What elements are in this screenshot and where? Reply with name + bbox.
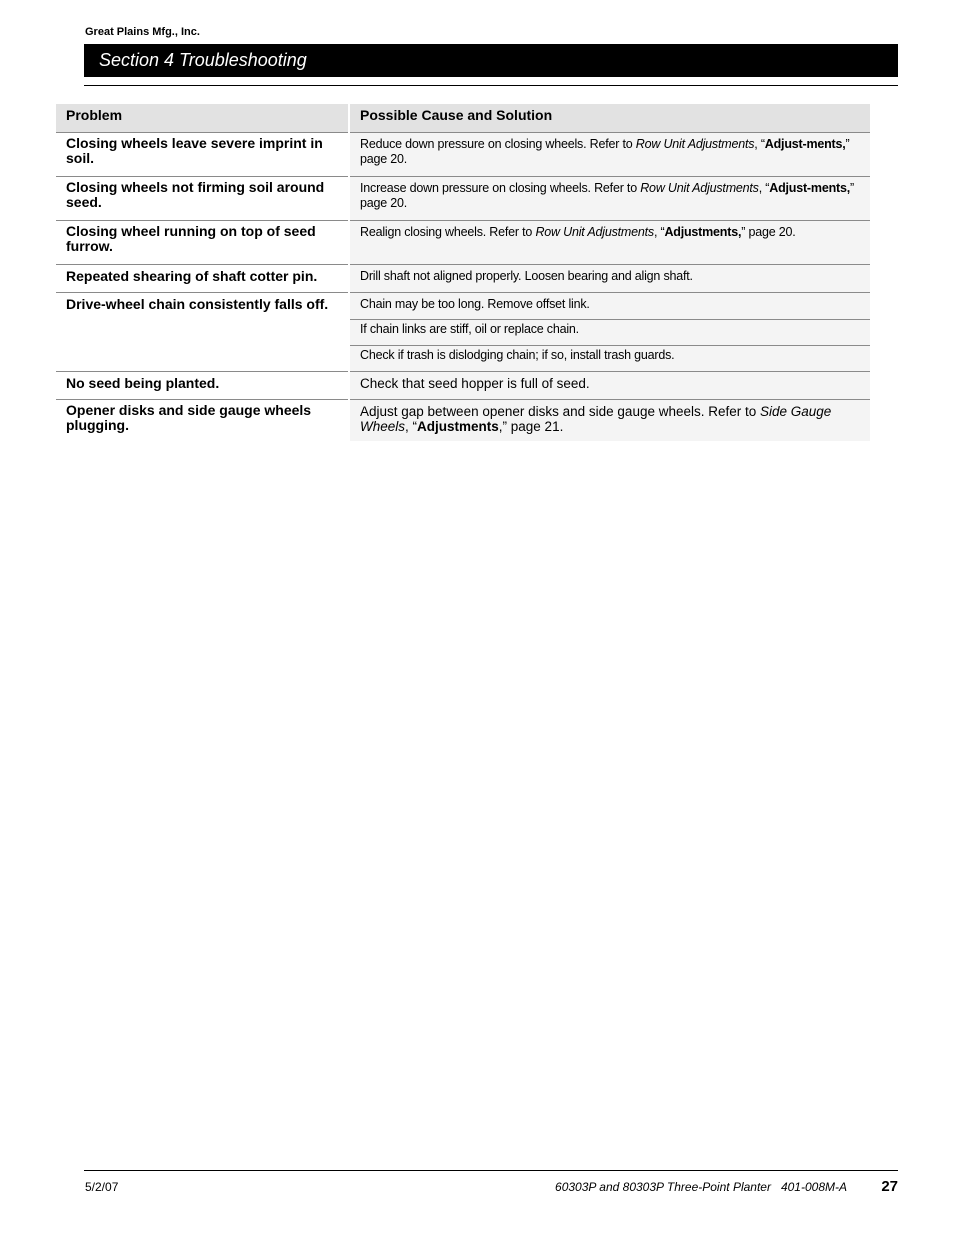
solution-text: ” page 20. — [741, 225, 796, 239]
solution-cell: Chain may be too long. Remove offset link. — [349, 293, 870, 320]
footer-divider — [84, 1170, 898, 1171]
column-header-solution: Possible Cause and Solution — [349, 104, 870, 133]
problem-cell: Closing wheel running on top of seed furrow. — [56, 221, 349, 265]
solution-text: , “ — [405, 419, 418, 434]
footer-date: 5/2/07 — [85, 1180, 119, 1194]
solution-reference-italic: Row Unit Adjustments — [640, 181, 759, 195]
solution-cell — [349, 221, 870, 265]
table-row — [56, 133, 870, 177]
table-row — [56, 177, 870, 221]
table-row — [56, 265, 870, 293]
solution-cell — [349, 400, 870, 442]
solution-cell: Check that seed hopper is full of seed. — [349, 372, 870, 400]
solution-reference-italic: Row Unit Adjustments — [635, 137, 755, 151]
solution-text: Realign closing wheels. Refer to — [360, 225, 536, 239]
problem-cell: Opener disks and side gauge wheels plugging. — [56, 400, 349, 442]
company-name: Great Plains Mfg., Inc. — [85, 26, 200, 38]
problem-cell: Drive-wheel chain consistently falls off. — [56, 293, 349, 372]
section-title: Section 4 Troubleshooting — [99, 50, 307, 70]
solution-reference-bold: Adjust-ments, — [769, 181, 850, 195]
table-row — [56, 221, 870, 265]
solution-reference-bold: Adjust-ments, — [764, 137, 846, 151]
solution-text: ” page 20. — [360, 137, 850, 166]
table-row — [56, 400, 870, 442]
solution-text: , “ — [754, 137, 765, 151]
solution-reference-bold: Adjustments, — [664, 225, 742, 239]
problem-cell: No seed being planted. — [56, 372, 349, 400]
page-number: 27 — [881, 1178, 898, 1195]
solution-text: ,” page 21. — [498, 419, 564, 434]
table-row — [56, 372, 870, 400]
solution-text: Reduce down pressure on closing wheels. Refer to — [360, 137, 636, 151]
solution-text: Adjust gap between opener disks and side gauge wheels. Refer to — [360, 404, 761, 419]
solution-reference-italic: Row Unit Adjustments — [535, 225, 654, 239]
solution-cell: Check if trash is dislodging chain; if so, install trash guards. — [349, 346, 870, 372]
solution-cell — [349, 177, 870, 221]
problem-cell: Repeated shearing of shaft cotter pin. — [56, 265, 349, 293]
column-header-problem: Problem — [56, 104, 349, 133]
solution-reference-bold: Adjustments — [417, 419, 499, 434]
solution-text: ” page 20. — [360, 181, 854, 210]
table-header-row — [56, 104, 870, 133]
solution-text: , “ — [758, 181, 770, 195]
solution-cell: Drill shaft not aligned properly. Loosen bearing and align shaft. — [349, 265, 870, 293]
footer-document-title: 60303P and 80303P Three-Point Planter 401-008M-A — [555, 1180, 847, 1194]
solution-reference-italic: Side Gauge Wheels — [360, 404, 832, 434]
section-header-bar — [84, 44, 898, 77]
solution-text: , “ — [653, 225, 665, 239]
solution-cell — [349, 133, 870, 177]
troubleshooting-table — [56, 104, 870, 441]
solution-cell: If chain links are stiff, oil or replace chain. — [349, 320, 870, 346]
section-divider — [84, 85, 898, 86]
table-row — [56, 293, 870, 320]
problem-cell: Closing wheels leave severe imprint in soil. — [56, 133, 349, 177]
solution-text: Increase down pressure on closing wheels. Refer to — [360, 181, 641, 195]
problem-cell: Closing wheels not firming soil around seed. — [56, 177, 349, 221]
